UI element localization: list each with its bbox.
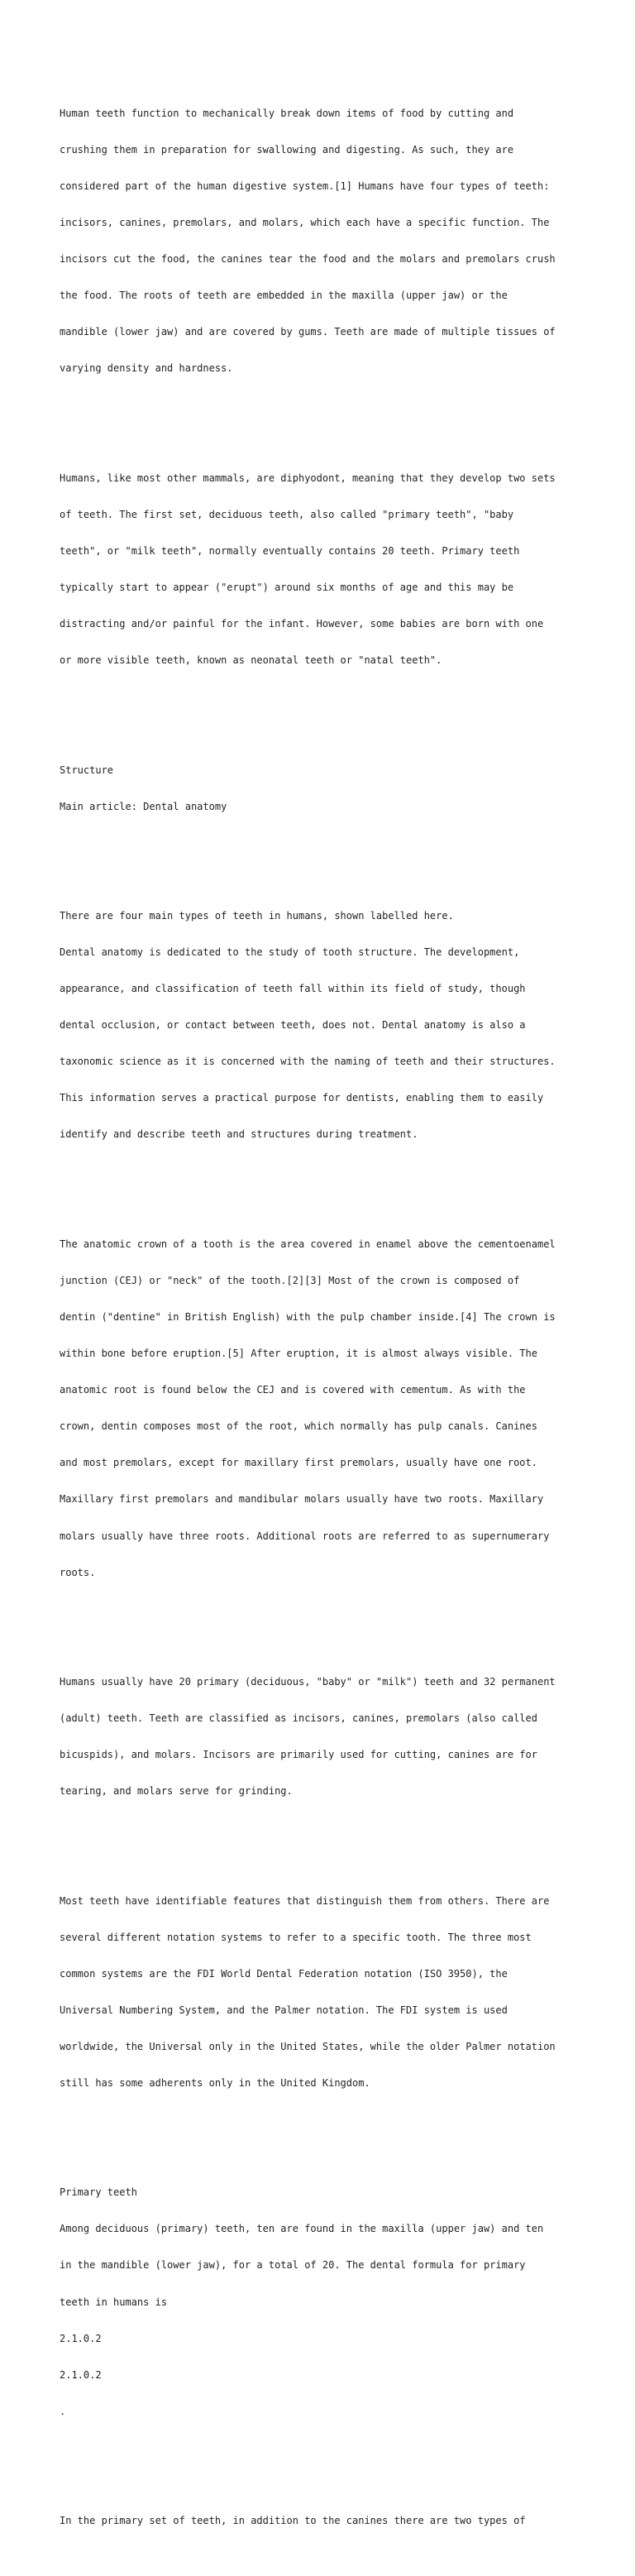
text-line: still has some adherents only in the United Kingdom. xyxy=(60,2076,370,2089)
text-line: junction (CEJ) or "neck" of the tooth.[2][3] Most of the crown is composed of xyxy=(60,1274,520,1286)
dental-formula-line: 2.1.0.2 xyxy=(60,2368,102,2381)
paragraph-diphyodont xyxy=(60,448,589,691)
text-line: Dental anatomy is dedicated to the study of tooth structure. The development, xyxy=(60,946,520,959)
section-title: Primary teeth xyxy=(60,2186,137,2199)
text-line: tearing, and molars serve for grinding. xyxy=(60,1785,293,1798)
text-line: incisors, canines, premolars, and molars, which each have a specific function. The xyxy=(60,217,550,229)
main-article-note: Main article: Dental anatomy xyxy=(60,800,227,812)
text-line: Universal Numbering System, and the Palmer notation. The FDI system is used xyxy=(60,2004,508,2016)
section-heading-structure xyxy=(60,740,589,837)
text-line: Humans, like most other mammals, are diphyodont, meaning that they develop two sets xyxy=(60,472,556,484)
text-line: identify and describe teeth and structures during treatment. xyxy=(60,1128,418,1141)
text-line: dentin ("dentine" in British English) with the pulp chamber inside.[4] The crown is xyxy=(60,1310,556,1323)
paragraph-primary-set xyxy=(60,2491,589,2552)
text-line: taxonomic science as it is concerned with the naming of teeth and their structures. xyxy=(60,1056,556,1068)
text-line: worldwide, the Universal only in the United States, while the older Palmer notation xyxy=(60,2040,556,2052)
text-line: and most premolars, except for maxillary first premolars, usually have one root. xyxy=(60,1457,537,1469)
paragraph-notation-systems xyxy=(60,1870,589,2114)
text-line: teeth", or "milk teeth", normally eventually contains 20 teeth. Primary teeth xyxy=(60,544,520,557)
paragraph-intro xyxy=(60,83,589,399)
text-line: Among deciduous (primary) teeth, ten are found in the maxilla (upper jaw) and ten xyxy=(60,2223,544,2235)
text-line: incisors cut the food, the canines tear the food and the molars and premolars crush xyxy=(60,253,556,266)
text-line: considered part of the human digestive system.[1] Humans have four types of teeth: xyxy=(60,180,550,192)
document-page xyxy=(60,59,589,2576)
text-line: mandible (lower jaw) and are covered by gums. Teeth are made of multiple tissues of xyxy=(60,326,556,338)
text-line: Human teeth function to mechanically break down items of food by cutting and xyxy=(60,107,514,119)
text-line: appearance, and classification of teeth fall within its field of study, though xyxy=(60,983,526,995)
text-line: This information serves a practical purpose for dentists, enabling them to easily xyxy=(60,1092,544,1104)
text-line: bicuspids), and molars. Incisors are primarily used for cutting, canines are for xyxy=(60,1749,537,1761)
text-line: In the primary set of teeth, in addition to the canines there are two types of xyxy=(60,2515,526,2527)
text-line: anatomic root is found below the CEJ and is covered with cementum. As with the xyxy=(60,1384,526,1396)
text-line: several different notation systems to refer to a specific tooth. The three most xyxy=(60,1931,532,1943)
section-title: Structure xyxy=(60,764,114,776)
text-line: or more visible teeth, known as neonatal teeth or "natal teeth". xyxy=(60,654,442,667)
text-line: within bone before eruption.[5] After eruption, it is almost always visible. The xyxy=(60,1348,537,1360)
text-line: typically start to appear ("erupt") around six months of age and this may be xyxy=(60,582,514,594)
text-line: varying density and hardness. xyxy=(60,362,233,375)
section-primary-teeth xyxy=(60,2162,589,2442)
paragraph-anatomic-crown xyxy=(60,1214,589,1602)
text-line: dental occlusion, or contact between teeth, does not. Dental anatomy is also a xyxy=(60,1019,526,1032)
text-line: roots. xyxy=(60,1566,96,1578)
text-line: The anatomic crown of a tooth is the area covered in enamel above the cementoenamel xyxy=(60,1238,556,1250)
text-line: Maxillary first premolars and mandibular molars usually have two roots. Maxillary xyxy=(60,1493,544,1506)
text-line: teeth in humans is xyxy=(60,2296,168,2308)
text-line: Most teeth have identifiable features that distinguish them from others. There are xyxy=(60,1894,550,1907)
text-line: There are four main types of teeth in humans, shown labelled here. xyxy=(60,909,454,922)
text-line: of teeth. The first set, deciduous teeth, also called "primary teeth", "baby xyxy=(60,508,514,520)
text-line: distracting and/or painful for the infant. However, some babies are born with one xyxy=(60,618,544,630)
text-line: the food. The roots of teeth are embedded in the maxilla (upper jaw) or the xyxy=(60,290,508,302)
text-line: (adult) teeth. Teeth are classified as incisors, canines, premolars (also called xyxy=(60,1712,537,1725)
text-line: common systems are the FDI World Dental Federation notation (ISO 3950), the xyxy=(60,1967,508,1980)
text-line: crown, dentin composes most of the root, which normally has pulp canals. Canines xyxy=(60,1420,537,1433)
text-line: in the mandible (lower jaw), for a total of 20. The dental formula for primary xyxy=(60,2259,526,2272)
paragraph-dental-anatomy xyxy=(60,886,589,1166)
text-line: crushing them in preparation for swallowing and digesting. As such, they are xyxy=(60,143,514,156)
dental-formula-line: 2.1.0.2 xyxy=(60,2332,102,2344)
text-line: molars usually have three roots. Additional roots are referred to as supernumerary xyxy=(60,1530,550,1542)
text-line: Humans usually have 20 primary (deciduous, "baby" or "milk") teeth and 32 permanent xyxy=(60,1675,556,1688)
paragraph-tooth-counts xyxy=(60,1652,589,1822)
text-line: . xyxy=(60,2405,66,2417)
